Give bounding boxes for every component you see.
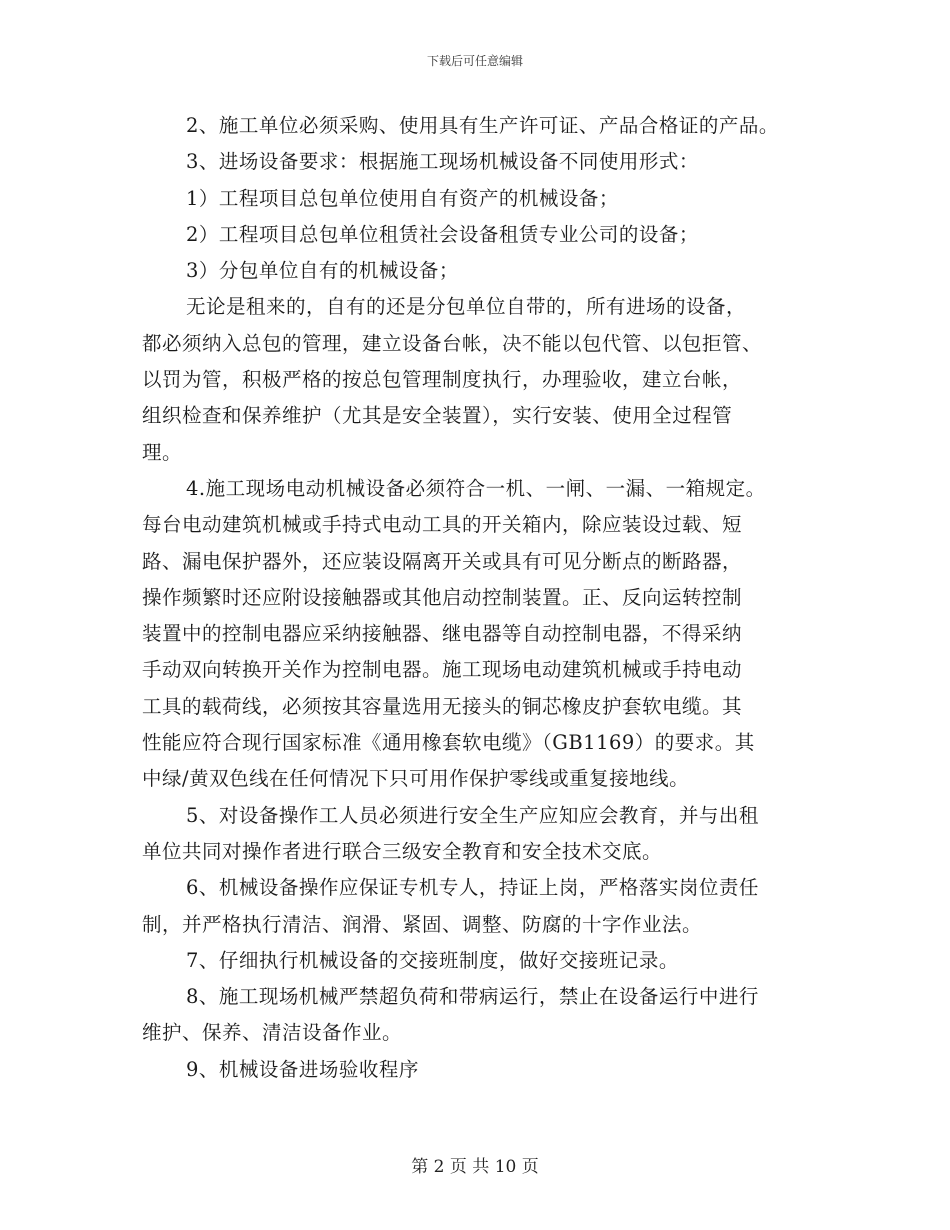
paragraph-line: 制，并严格执行清洁、润滑、紧固、调整、防腐的十字作业法。 [142,912,703,936]
paragraph-line: 8、施工现场机械严禁超负荷和带病运行，禁止在设备运行中进行 [186,985,759,1009]
paragraph-line: 3、进场设备要求：根据施工现场机械设备不同使用形式： [186,150,699,174]
paragraph-line: 手动双向转换开关作为控制电器。施工现场电动建筑机械或手持电动 [142,658,743,682]
paragraph-line: 操作频繁时还应附设接触器或其他启动控制装置。正、反向运转控制 [142,585,743,609]
paragraph-line: 2、施工单位必须采购、使用具有生产许可证、产品合格证的产品。 [186,114,779,137]
paragraph-line: 组织检查和保养维护（尤其是安全装置），实行安装、使用全过程管 [142,404,733,428]
paragraph-line: 装置中的控制电器应采纳接触器、继电器等自动控制电器，不得采纳 [142,622,743,646]
paragraph-line: 以罚为管，积极严格的按总包管理制度执行，办理验收，建立台帐， [142,368,743,392]
paragraph-line: 6、机械设备操作应保证专机专人，持证上岗，严格落实岗位责任 [186,876,759,900]
page-header: 下载后可任意编辑 [426,54,523,68]
paragraph-line: 3）分包单位自有的机械设备； [186,259,459,283]
paragraph-line: 5、对设备操作工人员必须进行安全生产应知应会教育，并与出租 [186,803,759,827]
paragraph-line: 7、仔细执行机械设备的交接班制度，做好交接班记录。 [186,948,679,972]
paragraph-line: 2）工程项目总包单位租赁社会设备租赁专业公司的设备； [186,222,699,246]
document-body [142,108,822,1088]
paragraph-line: 路、漏电保护器外，还应装设隔离开关或具有可见分断点的断路器， [142,549,743,573]
paragraph-line: 工具的载荷线，必须按其容量选用无接头的铜芯橡皮护套软电缆。其 [142,694,743,718]
paragraph-line: 每台电动建筑机械或手持式电动工具的开关箱内，除应装设过载、短 [142,513,743,537]
page-number: 第 2 页 共 10 页 [411,1157,539,1177]
paragraph-line: 都必须纳入总包的管理，建立设备台帐，决不能以包代管、以包拒管、 [142,331,763,355]
paragraph-line: 维护、保养、清洁设备作业。 [142,1021,403,1045]
paragraph-line: 9、机械设备进场验收程序 [186,1057,419,1081]
paragraph-line: 中绿/黄双色线在任何情况下只可用作保护零线或重复接地线。 [142,767,690,791]
paragraph-line: 性能应符合现行国家标准《通用橡套软电缆》（GB1169）的要求。其 [142,731,755,755]
paragraph-line: 无论是租来的，自有的还是分包单位自带的，所有进场的设备， [186,295,747,319]
paragraph-line: 1）工程项目总包单位使用自有资产的机械设备； [186,186,619,210]
paragraph-line: 理。 [142,440,183,464]
paragraph-line: 单位共同对操作者进行联合三级安全教育和安全技术交底。 [142,839,663,863]
paragraph-line: 4.施工现场电动机械设备必须符合一机、一闸、一漏、一箱规定。 [186,476,766,500]
